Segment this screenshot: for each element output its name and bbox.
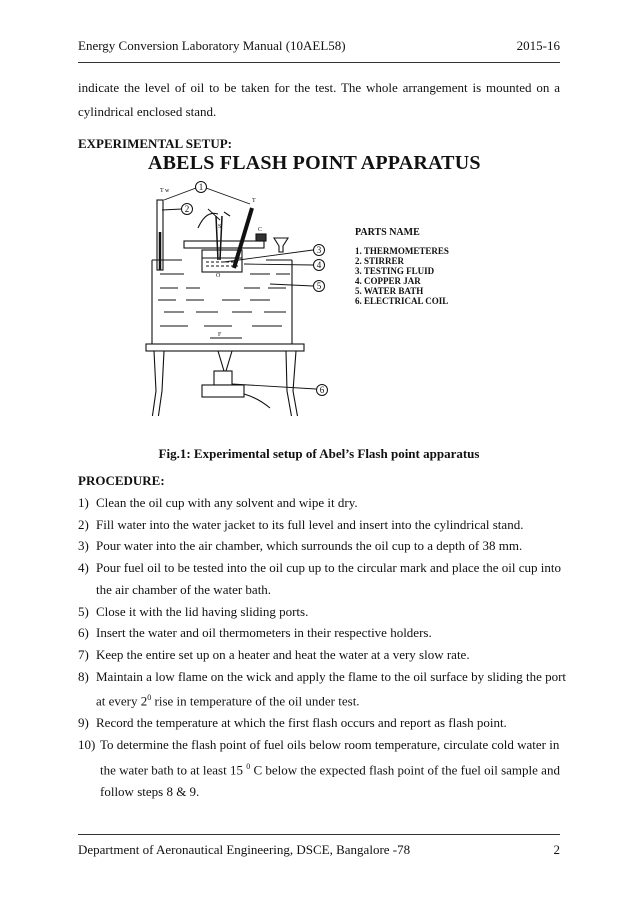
superscript: 0 [147,693,152,703]
step-number: 9) [78,715,89,731]
step-number: 4) [78,560,89,576]
label-f: F [218,332,222,338]
header-rule [78,62,560,63]
page-number: 2 [553,842,560,857]
callout-2 [182,204,193,215]
procedure-step [78,557,568,600]
step-text: Clean the oil cup with any solvent and wipe it dry. [96,495,358,510]
base-plate [146,344,304,351]
page-footer [78,842,560,858]
part-item: 4. COPPER JAR [355,276,421,286]
svg-text:1: 1 [198,182,204,192]
label-s: S [218,224,222,230]
procedure-heading: PROCEDURE: [78,473,165,488]
header-title: Energy Conversion Laboratory Manual (10AEL58) [78,38,346,53]
part-item: 5. WATER BATH [355,286,424,296]
lid [184,241,264,248]
callout-6 [317,385,328,396]
funnel [274,238,288,252]
step-text: Close it with the lid having sliding ports. [96,603,309,619]
setup-heading: EXPERIMENTAL SETUP: [78,136,232,151]
part-item: 6. ELECTRICAL COIL [355,296,449,306]
procedure-step [78,712,568,734]
footer-department: Department of Aeronautical Engineering, DSCE, Bangalore -78 [78,842,411,857]
procedure-step [78,666,568,713]
callout-4 [314,260,325,271]
superscript: 0 [246,761,251,771]
step-text: Maintain a low flame on the wick and apply the flame to the oil surface by sliding the port at every $2^0$ rise in temperature of the oil under test. [96,668,567,709]
callout-5 [314,281,325,292]
svg-text:3: 3 [316,245,322,255]
label-t: T [252,198,256,204]
svg-text:4: 4 [316,260,322,270]
procedure-step [78,601,568,623]
stand-leg-right [286,351,298,416]
flame-cone [218,351,232,371]
step-number: 8) [78,668,89,684]
svg-text:5: 5 [316,281,322,291]
intro-paragraph: indicate the level of oil to be taken for the test. The whole arrangement is mounted on a cylindrical enclosed stand. [78,80,560,119]
part-item: 3. TESTING FLUID [355,266,435,276]
step-text: Pour fuel oil to be tested into the oil cup up to the circular mark and place the oil cup into the air chamber of the water bath. [96,560,561,597]
heater-body [214,371,232,385]
step-text: To determine the flash point of fuel oils below room temperature, circulate cold water in the water bath to at least 15 $^0$ C below the expected flash point of the fuel oil sample and follow steps 8 & 9. [100,737,560,799]
procedure-list [78,492,568,803]
procedure-step [78,734,568,802]
step-number: 6) [78,625,89,641]
stand-leg-left [152,351,164,416]
procedure-step [78,492,568,514]
step-number: 5) [78,603,89,619]
figure-caption: Fig.1: Experimental setup of Abel’s Flash point apparatus [158,446,480,461]
parts-title: PARTS NAME [355,227,420,238]
parts-list [355,228,449,306]
svg-text:2: 2 [184,204,190,214]
step-text: Pour water into the air chamber, which surrounds the oil cup to a depth of 38 mm. [96,538,523,554]
callout-3 [314,245,325,256]
step-text: Record the temperature at which the first flash occurs and report as flash point. [96,715,507,731]
part-item: 2. STIRRER [355,256,405,266]
step-number: 1) [78,495,89,510]
header-year: 2015-16 [516,38,560,53]
label-o: O [216,273,221,279]
label-c: C [258,227,263,233]
step-text: Keep the entire set up on a heater and heat the water at a very slow rate. [96,646,470,662]
procedure-step [78,535,568,557]
step-number: 3) [78,538,89,554]
step-text: Insert the water and oil thermometers in their respective holders. [96,625,432,641]
step-text: Fill water into the water jacket to its full level and insert into the cylindrical stand. [96,516,524,532]
step-number: 7) [78,646,89,662]
step-number: 10) [78,737,96,753]
callout-1 [196,182,207,193]
label-tw: T w [160,188,170,194]
page-header [78,38,560,54]
part-item: 1. THERMOMETERES [355,246,449,256]
footer-rule [78,834,560,835]
procedure-step [78,622,568,644]
procedure-step [78,644,568,666]
heater-base [202,385,244,397]
svg-text:6: 6 [319,385,325,395]
procedure-step [78,514,568,536]
step-number: 2) [78,516,89,532]
figure-title: ABELS FLASH POINT APPARATUS [148,152,481,174]
